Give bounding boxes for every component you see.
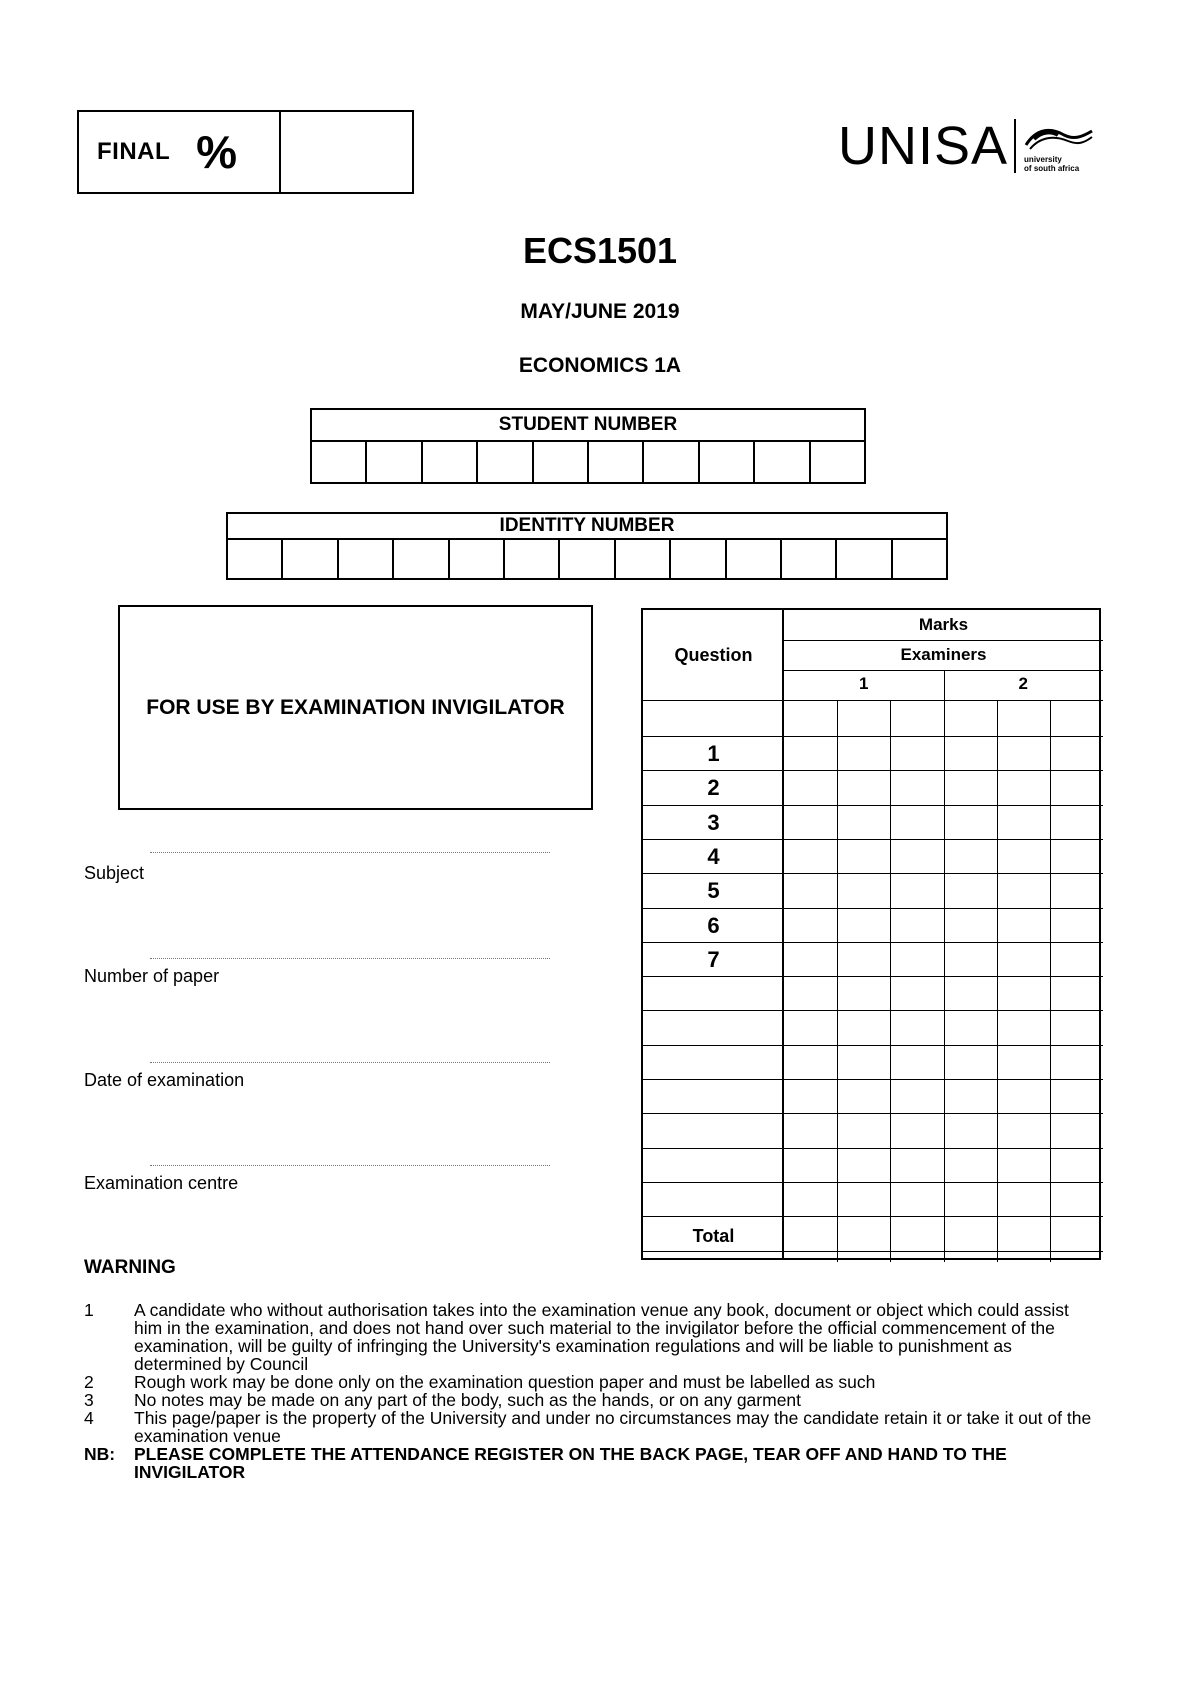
marks-subcolumn-line <box>837 700 838 1262</box>
warning-item-number: 1 <box>84 1300 94 1320</box>
marks-row-line <box>643 839 1103 840</box>
student-number-digit-cell[interactable] <box>589 442 644 482</box>
warning-item-text: This page/paper is the property of the University and under no circumstances may the candidate retain it or take it out of the examination venue <box>134 1408 1092 1446</box>
student-number-digit-cell[interactable] <box>755 442 810 482</box>
student-number-digit-cell[interactable] <box>478 442 533 482</box>
identity-number-digit-cell[interactable] <box>671 540 726 578</box>
header-bottom-line <box>643 700 1103 701</box>
identity-number-digit-cell[interactable] <box>560 540 615 578</box>
marks-row-line <box>643 976 1103 977</box>
question-number: 3 <box>707 809 720 835</box>
warning-item-number: 3 <box>84 1390 94 1410</box>
percent-symbol: % <box>196 126 238 178</box>
logo-emblem <box>1024 119 1094 173</box>
paper-number-field-label: Number of paper <box>84 966 220 986</box>
identity-number-label: IDENTITY NUMBER <box>228 514 946 540</box>
marks-subcolumn-line <box>997 700 998 1262</box>
identity-number-grid <box>226 512 948 580</box>
identity-number-digit-cell[interactable] <box>450 540 505 578</box>
student-number-cells <box>312 442 864 482</box>
nb-label: NB: <box>84 1444 116 1464</box>
marks-row-line <box>643 736 1103 737</box>
warning-item <box>84 1391 1094 1409</box>
marks-row-line <box>643 1045 1103 1046</box>
final-label-cell <box>79 112 281 192</box>
nb-text: PLEASE COMPLETE THE ATTENDANCE REGISTER ON THE BACK PAGE, TEAR OFF AND HAND TO THE INVIGILATOR <box>134 1444 1007 1482</box>
marks-row-line <box>643 873 1103 874</box>
student-number-grid <box>310 408 866 484</box>
identity-number-digit-cell[interactable] <box>727 540 782 578</box>
exam-centre-field-line[interactable] <box>150 1165 550 1166</box>
student-number-digit-cell[interactable] <box>423 442 478 482</box>
question-number: 6 <box>707 912 720 938</box>
marks-row-line <box>643 1079 1103 1080</box>
examiner-2-label: 2 <box>1018 674 1028 693</box>
logo-wave-icon <box>1024 125 1094 155</box>
warning-item <box>84 1373 1094 1391</box>
warning-title: WARNING <box>84 1257 176 1278</box>
marks-row-line <box>643 1113 1103 1114</box>
unisa-logo <box>838 115 1108 177</box>
invigilator-label: FOR USE BY EXAMINATION INVIGILATOR <box>146 695 565 719</box>
question-number: 5 <box>707 878 720 904</box>
marks-row-line <box>643 1216 1103 1217</box>
marks-row-line <box>643 942 1103 943</box>
marks-row-line <box>643 770 1103 771</box>
total-label: Total <box>692 1226 735 1246</box>
question-number: 4 <box>707 843 720 869</box>
marks-row-line <box>643 1010 1103 1011</box>
exam-date-field-line[interactable] <box>150 1062 550 1063</box>
warning-item-text: No notes may be made on any part of the body, such as the hands, or on any garment <box>134 1390 802 1410</box>
logo-sub-line2: of south africa <box>1024 164 1080 173</box>
student-number-digit-cell[interactable] <box>644 442 699 482</box>
marks-subcolumn-line <box>890 700 891 1262</box>
warning-item-number: 2 <box>84 1372 94 1392</box>
question-number: 2 <box>707 775 720 801</box>
student-number-digit-cell[interactable] <box>312 442 367 482</box>
question-header: Question <box>674 645 753 665</box>
marks-header: Marks <box>918 615 969 634</box>
examiners-header: Examiners <box>900 645 987 664</box>
final-label: FINAL <box>97 138 171 165</box>
logo-wordmark: UNISA <box>838 116 1009 176</box>
warning-item-text: Rough work may be done only on the examination question paper and must be labelled as such <box>134 1372 876 1392</box>
student-number-digit-cell[interactable] <box>811 442 864 482</box>
marks-row-line <box>643 908 1103 909</box>
question-number: 1 <box>707 741 720 766</box>
final-percent-box <box>77 110 414 194</box>
subject-field-label: Subject <box>84 863 145 883</box>
paper-number-field-line[interactable] <box>150 958 550 959</box>
final-percent-entry-cell[interactable] <box>281 112 412 192</box>
identity-number-digit-cell[interactable] <box>283 540 338 578</box>
marks-table <box>641 608 1101 1260</box>
identity-number-digit-cell[interactable] <box>893 540 946 578</box>
subject-title: ECONOMICS 1A <box>518 354 682 377</box>
marks-row-line <box>643 1182 1103 1183</box>
identity-number-cells <box>228 540 946 578</box>
identity-number-digit-cell[interactable] <box>616 540 671 578</box>
warning-item <box>84 1301 1094 1373</box>
identity-number-digit-cell[interactable] <box>339 540 394 578</box>
warning-item-number: 4 <box>84 1408 94 1428</box>
examiner-1-label: 1 <box>859 674 869 693</box>
warning-item <box>84 1409 1094 1445</box>
exam-centre-field-label: Examination centre <box>84 1173 239 1193</box>
examiner-divider-line <box>944 670 945 1262</box>
subject-field-line[interactable] <box>150 852 550 853</box>
marks-row-line <box>643 805 1103 806</box>
marks-subcolumn-line <box>1050 700 1051 1262</box>
course-code: ECS1501 <box>522 230 678 271</box>
logo-sub-line1: university <box>1024 155 1062 164</box>
identity-number-digit-cell[interactable] <box>228 540 283 578</box>
student-number-label: STUDENT NUMBER <box>312 410 864 442</box>
student-number-digit-cell[interactable] <box>534 442 589 482</box>
warning-item-text: A candidate who without authorisation takes into the examination venue any book, document or object which could assist him in the examination, and does not hand over such material to the invigilator before the official commencement of the examination, will be guilty of infringing the University's examination regulations and will be liable to punishment as determined by Council <box>134 1300 1069 1374</box>
invigilator-box <box>118 605 593 810</box>
student-number-digit-cell[interactable] <box>700 442 755 482</box>
nb-instruction <box>84 1445 1094 1481</box>
identity-number-digit-cell[interactable] <box>782 540 837 578</box>
identity-number-digit-cell[interactable] <box>837 540 892 578</box>
exam-date-field-label: Date of examination <box>84 1070 245 1090</box>
question-number: 7 <box>707 946 720 972</box>
student-number-digit-cell[interactable] <box>367 442 422 482</box>
identity-number-digit-cell[interactable] <box>505 540 560 578</box>
exam-period: MAY/JUNE 2019 <box>520 300 680 323</box>
logo-divider <box>1014 119 1016 173</box>
marks-row-line <box>643 1148 1103 1149</box>
identity-number-digit-cell[interactable] <box>394 540 449 578</box>
marks-header-line <box>784 640 1103 641</box>
warning-list <box>84 1301 1094 1481</box>
marks-row-line <box>643 1251 1103 1252</box>
